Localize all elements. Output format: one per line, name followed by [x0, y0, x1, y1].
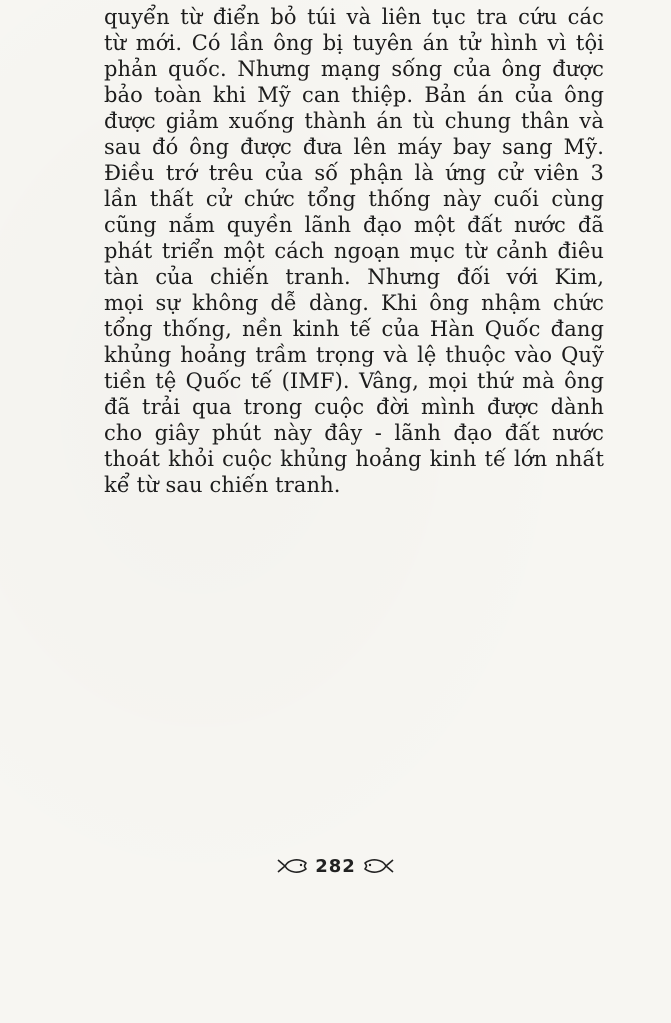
text-line: khủng hoảng trầm trọng và lệ thuộc vào Quỹ: [104, 343, 604, 367]
page-footer: [0, 852, 671, 880]
text-line: Điều trớ trêu của số phận là ứng cử viên 3: [104, 161, 604, 185]
text-line: sau đó ông được đưa lên máy bay sang Mỹ.: [104, 135, 604, 159]
body-text: [104, 4, 604, 498]
text-line: được giảm xuống thành án tù chung thân và: [104, 109, 604, 133]
text-line: phản quốc. Nhưng mạng sống của ông được: [104, 57, 604, 81]
text-line: đã trải qua trong cuộc đời mình được dành: [104, 395, 604, 419]
page-number: 282: [315, 855, 356, 877]
text-line: thoát khỏi cuộc khủng hoảng kinh tế lớn nhất: [104, 447, 604, 471]
text-line: tiền tệ Quốc tế (IMF). Vâng, mọi thứ mà ông: [104, 369, 604, 393]
text-line: cũng nắm quyền lãnh đạo một đất nước đã: [104, 213, 604, 237]
text-line: mọi sự không dễ dàng. Khi ông nhậm chức: [104, 291, 604, 315]
fish-ornament-right-icon: [362, 856, 396, 876]
text-line: lần thất cử chức tổng thống này cuối cùng: [104, 187, 604, 211]
fish-ornament-left-icon: [275, 856, 309, 876]
text-line: từ mới. Có lần ông bị tuyên án tử hình vì tội: [104, 31, 604, 55]
text-line: tổng thống, nền kinh tế của Hàn Quốc đang: [104, 317, 604, 341]
text-line: phát triển một cách ngoạn mục từ cảnh điêu: [104, 239, 604, 263]
text-line: cho giây phút này đây - lãnh đạo đất nước: [104, 421, 604, 445]
text-line: tàn của chiến tranh. Nhưng đối với Kim,: [104, 265, 604, 289]
text-line: quyển từ điển bỏ túi và liên tục tra cứu các: [104, 5, 604, 29]
text-line: bảo toàn khi Mỹ can thiệp. Bản án của ông: [104, 83, 604, 107]
text-line: kể từ sau chiến tranh.: [104, 473, 341, 497]
